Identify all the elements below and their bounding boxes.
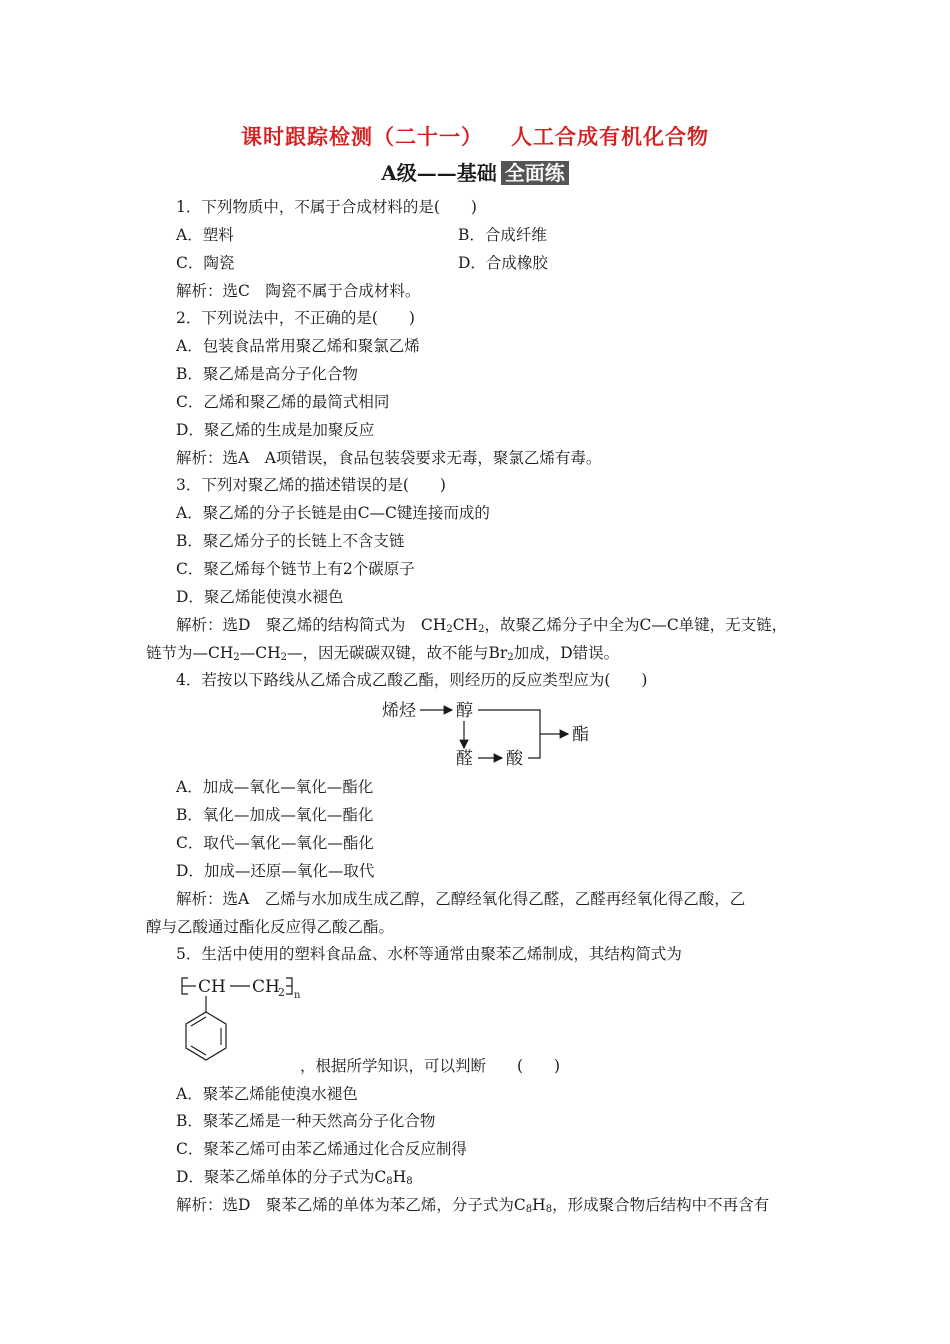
- diagram-alkene-label: 烯烃: [382, 701, 416, 721]
- diagram-aldehyde-label: 醛: [456, 749, 473, 769]
- polystyrene-structure: [180, 970, 320, 1074]
- q1-option-a: A．塑料: [176, 226, 234, 244]
- q4-analysis-line2: 醇与乙酸通过酯化反应得乙酸乙酯。: [146, 918, 395, 936]
- q1-option-b: B．合成纤维: [458, 226, 547, 244]
- q5-stem-tail: ，根据所学知识，可以判断 ( ): [300, 1057, 561, 1075]
- q1-option-c: C．陶瓷: [176, 254, 235, 272]
- diagram-acid-label: 酸: [506, 749, 523, 769]
- level-heading: [0, 157, 950, 186]
- q2-option-c: C．乙烯和聚乙烯的最简式相同: [176, 393, 390, 411]
- benzene-ring: [186, 1012, 226, 1060]
- q1-analysis: 解析：选C 陶瓷不属于合成材料。: [176, 282, 421, 300]
- q4-option-b: B．氧化—加成—氧化—酯化: [176, 806, 374, 824]
- q3-option-b: B．聚乙烯分子的长链上不含支链: [176, 532, 405, 550]
- q1-option-d: D．合成橡胶: [458, 254, 548, 272]
- q3-option-c: C．聚乙烯每个链节上有2个碳原子: [176, 560, 415, 578]
- q5-stem: 5．生活中使用的塑料食品盒、水杯等通常由聚苯乙烯制成，其结构简式为: [176, 945, 682, 963]
- q2-option-a: A．包装食品常用聚乙烯和聚氯乙烯: [176, 337, 420, 355]
- level-boxed-label: 全面练: [501, 161, 569, 185]
- q2-option-d: D．聚乙烯的生成是加聚反应: [176, 421, 375, 439]
- q4-stem: 4．若按以下路线从乙烯合成乙酸乙酯，则经历的反应类型应为( ): [176, 671, 648, 689]
- q3-option-d: D．聚乙烯能使溴水褪色: [176, 588, 344, 606]
- q3-analysis-line2: 链节为$—CH_2—CH_2—$，因无碳碳双键，故不能与$Br_2$加成，D错误。: [146, 644, 620, 663]
- q2-analysis: 解析：选A A项错误，食品包装袋要求无毒，聚氯乙烯有毒。: [176, 449, 602, 467]
- q3-stem: 3．下列对聚乙烯的描述错误的是( ): [176, 476, 446, 494]
- page-title: [0, 121, 950, 151]
- q4-analysis-line1: 解析：选A 乙烯与水加成生成乙醇，乙醇经氧化得乙醛，乙醛再经氧化得乙酸，乙: [176, 890, 746, 908]
- struct-ch-label: CH: [198, 977, 226, 997]
- q5-option-b: B．聚苯乙烯是一种天然高分子化合物: [176, 1112, 436, 1130]
- title-part1: 课时跟踪检测（二十一）: [241, 124, 483, 149]
- struct-n-label: n: [294, 990, 301, 1001]
- title-part2: 人工合成有机化合物: [511, 124, 709, 149]
- q4-option-c: C．取代—氧化—氧化—酯化: [176, 834, 374, 852]
- q4-option-d: D．加成—还原—氧化—取代: [176, 862, 375, 880]
- q5-option-c: C．聚苯乙烯可由苯乙烯通过化合反应制得: [176, 1140, 467, 1158]
- level-prefix: A级——基础: [381, 161, 497, 185]
- diagram-alcohol-label: 醇: [456, 701, 473, 721]
- q5-option-a: A．聚苯乙烯能使溴水褪色: [176, 1085, 358, 1103]
- q2-stem: 2．下列说法中，不正确的是( ): [176, 309, 415, 327]
- struct-ch2-label: CH: [252, 977, 280, 997]
- q5-analysis: 解析：选D 聚苯乙烯的单体为苯乙烯，分子式为$C_8H_8$，形成聚合物后结构中不再含有: [176, 1196, 770, 1215]
- q2-option-b: B．聚乙烯是高分子化合物: [176, 365, 358, 383]
- struct-subscript-2: 2: [278, 986, 285, 999]
- diagram-ester-label: 酯: [572, 725, 589, 745]
- reaction-route-diagram: [382, 696, 602, 770]
- q3-analysis-line1: 解析：选D 聚乙烯的结构简式为 $CH_2CH_2$，故聚乙烯分子中全为C—C单键，无支链，: [176, 616, 788, 635]
- q4-option-a: A．加成—氧化—氧化—酯化: [176, 778, 374, 796]
- q3-option-a: A．聚乙烯的分子长链是由C—C键连接而成的: [176, 504, 490, 522]
- q1-stem: 1．下列物质中，不属于合成材料的是( ): [176, 198, 477, 216]
- q5-option-d: D．聚苯乙烯单体的分子式为$C_8H_8$: [176, 1168, 413, 1187]
